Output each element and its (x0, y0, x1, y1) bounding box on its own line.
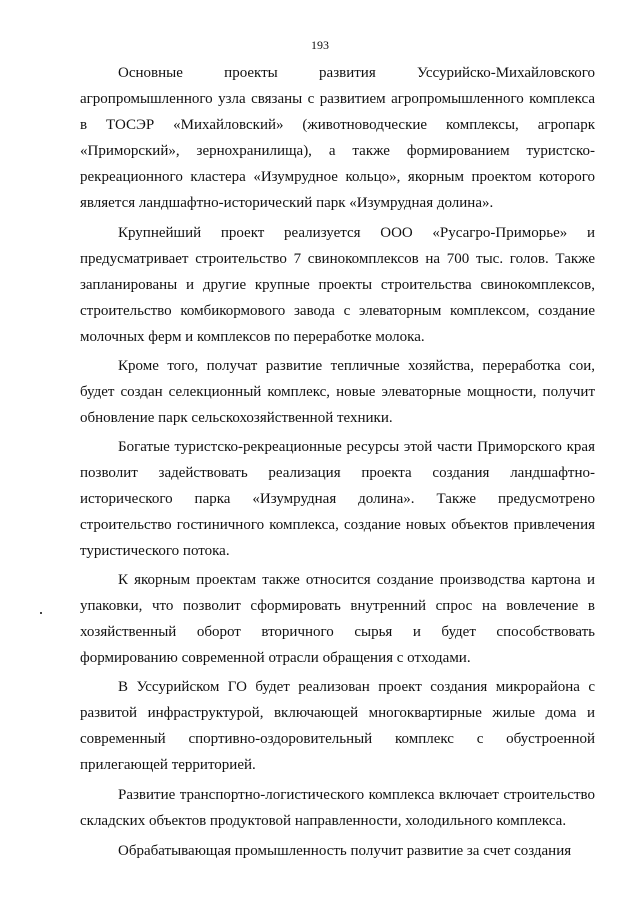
paragraph-manufacturing: Обрабатывающая промышленность получит развитие за счет создания (118, 843, 572, 859)
paragraph-tourism: Богатые туристско-рекреационные ресурсы этой части Приморского края позволит задействовать реализация проекта создания ландшафтно-исторического парка «Изумрудная долина». Также предусмотрено строительство гостиничного комплекса, создание новых объектов привлечения туристического потока. (80, 439, 595, 559)
paragraph-rusagro: Крупнейший проект реализуется ООО «Русагро-Приморье» и предусматривает строительство 7 свинокомплексов на 700 тыс. голов. Также запланированы и другие крупные проекты строительства свинокомплексов, строительство комбикормового завода с элеваторным комплексом, создание молочных ферм и комплексов по переработке молока. (80, 225, 595, 345)
page-number: 193 (311, 38, 329, 52)
paragraph-logistics: Развитие транспортно-логистического комплекса включает строительство складских объектов продуктовой направленности, холодильного комплекса. (80, 787, 595, 829)
margin-dot (40, 612, 42, 614)
paragraph-agro-node: Основные проекты развития Уссурийско-Михайловского агропромышленного узла связаны с развитием агропромышленного комплекса в ТОСЭР «Михайловский» (животноводческие комплексы, агропарк «Приморский», зернохранилища), а также формированием туристско-рекреационного кластера «Изумрудное кольцо», якорным проектом которого является ландшафтно-исторический парк «Изумрудная долина». (80, 65, 595, 211)
paragraph-cardboard: К якорным проектам также относится создание производства картона и упаковки, что позволит сформировать внутренний спрос на вовлечение в хозяйственный оборот вторичного сырья и будет способствовать формированию современной отрасли обращения с отходами. (80, 572, 595, 666)
paragraph-greenhouses: Кроме того, получат развитие тепличные хозяйства, переработка сои, будет создан селекционный комплекс, новые элеваторные мощности, получит обновление парк сельскохозяйственной техники. (80, 358, 595, 426)
paragraph-microdistrict: В Уссурийском ГО будет реализован проект создания микрорайона с развитой инфраструктурой, включающей многоквартирные жилые дома и современный спортивно-оздоровительный комплекс с обустроенной прилегающей территорией. (80, 679, 595, 773)
body-text (80, 60, 595, 864)
